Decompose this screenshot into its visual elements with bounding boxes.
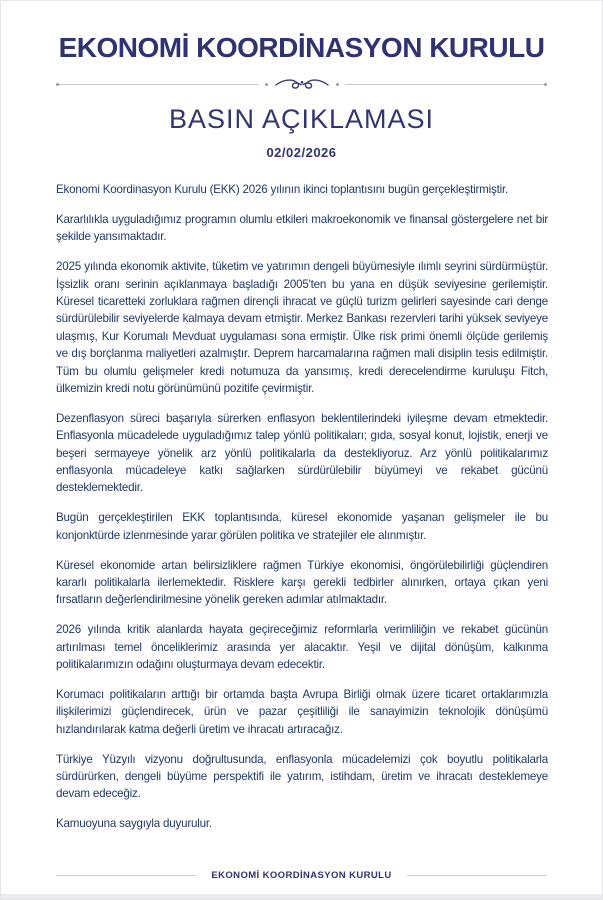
footer-organization-label: EKONOMİ KOORDİNASYON KURULU bbox=[211, 870, 392, 881]
paragraph-2: Kararlılıkla uyguladığımız programın olumlu etkileri makroekonomik ve finansal göstergelere net bir şekilde yansımaktadır. bbox=[56, 212, 548, 244]
divider-mid-dot bbox=[336, 83, 339, 86]
organization-title: EKONOMİ KOORDİNASYON KURULU bbox=[58, 32, 545, 63]
paragraph-7: 2026 yılında kritik alanlarda hayata geçireceğimiz reformlarla verimliliğin ve rekabet gücünün artırılması temel önceliklerimiz arasında yer alacaktır. Yeşil ve dijital dönüşüm, kalkınma politikalarımızın odağını oluşturmaya devam edecektir. bbox=[56, 623, 548, 671]
footer-line-left bbox=[56, 875, 196, 876]
header-divider bbox=[56, 76, 547, 92]
divider-line-left bbox=[59, 84, 259, 85]
paragraph-8: Korumacı politikaların arttığı bir ortamda başta Avrupa Birliği olmak üzere ticaret ortaklarımızla ilişkilerimizi güçlendirecek, ürün ve pazar çeşitliliği ile sanayimizin teknolojik dönüşümü hızlandırılarak katma değerli üretim ve ihracatı artıracağız. bbox=[56, 687, 548, 736]
paragraph-6: Küresel ekonomide artan belirsizliklere rağmen Türkiye ekonomisi, öngörülebilirliği güçlendiren kararlı politikalarla ilerlemektedir. Risklere karşı gerekli tedbirler alınırken, ortaya çıkan yeni fırsatların değerlendirilmesine yönelik gereken adımlar atılmaktadır. bbox=[56, 558, 548, 607]
paragraph-1: Ekonomi Koordinasyon Kurulu (EKK) 2026 yılının ikinci toplantısını bugün gerçekleştirmiştir. bbox=[56, 183, 509, 196]
document-title: BASIN AÇIKLAMASI bbox=[168, 104, 435, 134]
paragraph-4: Dezenflasyon süreci başarıyla sürerken enflasyon beklentilerindeki iyileşme devam etmektedir. Enflasyonla mücadelede uyguladığımız talep yönlü politikaları; gıda, sosyal konut, lojistik, enerji ve beşeri sermayeye yönelik arz yönlü politikalarla da destekliyoruz. Arz yönlü politikalarımız enflasyonla mücadeleye katkı sağlarken sürdürülebilir büyümeyi ve rekabet gücünü desteklemektedir. bbox=[56, 411, 548, 495]
divider-end-dot bbox=[544, 83, 547, 86]
document-header bbox=[1, 1, 602, 160]
document-date: 02/02/2026 bbox=[266, 145, 337, 160]
flourish-ornament-icon bbox=[274, 76, 330, 92]
footer-line-right bbox=[407, 875, 547, 876]
document-footer bbox=[56, 870, 547, 881]
paragraph-5: Bugün gerçekleştirilen EKK toplantısında, küresel ekonomide yaşanan gelişmeler ile bu konjonktürde izlenmesinde yarar görülen politika ve stratejiler ele alınmıştır. bbox=[56, 511, 548, 542]
paragraph-9: Türkiye Yüzyılı vizyonu doğrultusunda, enflasyonla mücadelemizi çok boyutlu politikalarla sürdürürken, dengeli büyüme perspektifi ile yatırım, istihdam, üretim ve ihracatı desteklemeye devam edeceğiz. bbox=[56, 752, 548, 801]
page-bottom-edge bbox=[1, 894, 602, 899]
paragraph-10: Kamuoyuna saygıyla duyurulur. bbox=[56, 817, 212, 831]
divider-line-right bbox=[345, 84, 545, 85]
divider-mid-dot bbox=[265, 83, 268, 86]
press-release-body bbox=[1, 160, 602, 833]
paragraph-3: 2025 yılında ekonomik aktivite, tüketim ve yatırımın dengeli büyümesiyle ılımlı seyrini sürdürmüştür. İşsizlik oranı serinin açıklanmaya başladığı 2005'ten bu yana en düşük seviyesine gerilemiştir. Küresel ticaretteki zorluklara rağmen dirençli ihracat ve güçlü turizm gelirleri sayesinde cari denge sürdürülebilir seviyelerde kalmaya devam etmiştir. Merkez Bankası rezervleri tarihi yüksek seviyeye ulaşmış, Kur Korumalı Mevduat uygulaması sona ermiştir. Ülke risk primi önemli ölçüde gerilemiş ve dış borçlanma maliyetleri azalmıştır. Deprem harcamalarına rağmen mali disiplin tesis edilmiştir. Tüm bu olumlu gelişmeler kredi notumuza da yansımış, kredi derecelendirme kuruluşu Fitch, ülkemizin kredi notu görünümünü pozitife çevirmiştir. bbox=[56, 260, 548, 395]
